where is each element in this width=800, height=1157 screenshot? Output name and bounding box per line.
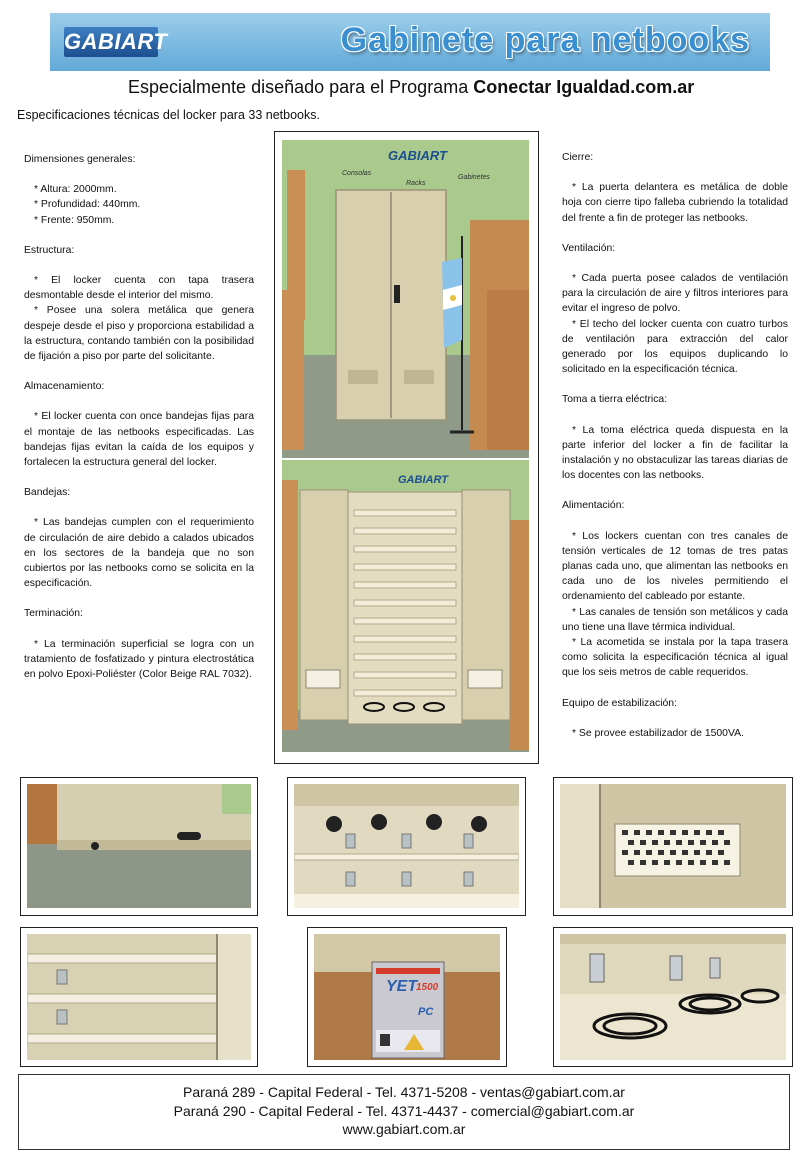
- section-heading-cierre: Cierre:: [562, 152, 594, 163]
- alimentacion-paragraph-3: * La acometida se instala por la tapa trasera como solicita la especificación técnica al igual que los seis metros de cable requeridos.: [562, 637, 788, 679]
- bandejas-paragraph: * Las bandejas cumplen con el requerimiento de circulación de aire debido a calados ubicados en los sectores de la bandeja que no son cubiertos por las netbooks como se solicita en la especificación.: [24, 517, 254, 590]
- estructura-paragraph-2: * Posee una solera metálica que genera despeje desde el piso y proporciona estabilidad a la estructura, contando también con la posibilidad de fijación a piso por parte del solicitante.: [24, 305, 254, 363]
- photo-cabinet-vent: [560, 784, 786, 908]
- dimensiones-list: [24, 182, 254, 228]
- list-item: * Profundidad: 440mm.: [34, 199, 141, 211]
- terminacion-paragraph: * La terminación superficial se logra con un tratamiento de fosfatizado y pintura electrostática en polvo Epoxi-Poliéster (Color Beige RAL 7032).: [24, 638, 254, 681]
- ventilacion-paragraph-1: * Cada puerta posee calados de ventilación para la circulación de aire y filtros interiores para evitar el ingreso de polvo.: [562, 273, 788, 315]
- cabinet-shelves-illustration: [27, 934, 251, 1060]
- cabinet-base-illustration: [27, 784, 251, 908]
- photo-logo-open: GABIART: [398, 474, 448, 486]
- section-heading-terminacion: Terminación:: [24, 608, 83, 620]
- contact-footer: [18, 1074, 790, 1150]
- list-item: * Frente: 950mm.: [34, 214, 115, 226]
- section-heading-dimensiones: Dimensiones generales:: [24, 154, 136, 165]
- section-heading-ventilacion: Ventilación:: [562, 242, 616, 254]
- section-heading-estabilizacion: Equipo de estabilización:: [562, 697, 677, 709]
- footer-website: www.gabiart.com.ar: [342, 1121, 466, 1137]
- footer-address-2: Paraná 290 - Capital Federal - Tel. 4371-4437 - comercial@gabiart.com.ar: [173, 1102, 635, 1119]
- cabinet-vent-illustration: [560, 784, 786, 908]
- almacenamiento-paragraph: * El locker cuenta con once bandejas fijas para el montaje de las netbooks especificadas. Las bandejas fijas evitan la caída de los equipos y fortalecen la estructura general del locker.: [24, 411, 254, 469]
- stabilizer-illustration: [314, 934, 500, 1060]
- cabinet-cables-illustration: [560, 934, 786, 1060]
- estructura-paragraph-1: * El locker cuenta con tapa trasera desmontable desde el interior del mismo.: [24, 275, 254, 302]
- section-heading-toma-tierra: Toma a tierra eléctrica:: [562, 394, 668, 406]
- gabiart-logo: GABIART: [64, 27, 158, 57]
- footer-address-1: Paraná 289 - Capital Federal - Tel. 4371-5208 - ventas@gabiart.com.ar: [183, 1084, 625, 1100]
- photo-cabinet-base: [27, 784, 251, 908]
- estabilizacion-paragraph: * Se provee estabilizador de 1500VA.: [572, 727, 744, 739]
- ventilacion-paragraph-2: * El techo del locker cuenta con cuatro turbos de ventilación para extracción del calor generado por los equipos duplicando lo solicitado en la especificación técnica.: [562, 318, 788, 376]
- photo-label-racks: Racks: [406, 180, 426, 187]
- section-heading-alimentacion: Alimentación:: [562, 500, 625, 512]
- photo-logo: GABIART: [388, 148, 447, 163]
- right-spec-column: [562, 150, 788, 756]
- toma-tierra-paragraph: * La toma eléctrica queda dispuesta en la parte inferior del locker a fin de facilitar la instalación y no obstaculizar las tareas diarias de los docentes con las netbooks.: [562, 424, 788, 482]
- list-item: * Altura: 2000mm.: [34, 184, 117, 196]
- photo-stabilizer: [314, 934, 500, 1060]
- closed-cabinet-illustration: [282, 140, 529, 458]
- alimentacion-paragraph-2: * Las canales de tensión son metálicos y cada uno tiene una llave térmica individual.: [562, 606, 788, 633]
- subtitle-program: Conectar Igualdad.com.ar: [473, 77, 695, 97]
- alimentacion-paragraph-1: * Los lockers cuentan con tres canales de tensión verticales de 12 tomas de tres patas planas cada uno, que alimentan las netbooks en cada uno de los niveles permitiendo el ordenamiento del cableado por estante.: [562, 530, 788, 603]
- subtitle: [128, 77, 694, 98]
- cabinet-fans-illustration: [294, 784, 519, 908]
- section-heading-almacenamiento: Almacenamiento:: [24, 381, 105, 393]
- photo-label-gabinetes: Gabinetes: [458, 174, 490, 181]
- stabilizer-pc-label: PC: [418, 1006, 434, 1018]
- page-title: Gabinete para netbooks: [340, 21, 750, 59]
- header-banner: [50, 13, 770, 71]
- open-cabinet-illustration: [282, 460, 529, 752]
- stabilizer-model: 1500: [416, 982, 439, 993]
- photo-closed-cabinet: [282, 140, 529, 458]
- photo-open-cabinet: [282, 460, 529, 752]
- subtitle-prefix: Especialmente diseñado para el Programa: [128, 77, 474, 97]
- photo-label-consolas: Consolas: [342, 170, 372, 177]
- spec-title: Especificaciones técnicas del locker para 33 netbooks.: [17, 108, 320, 122]
- cierre-paragraph: * La puerta delantera es metálica de doble hoja con cierre tipo falleba cubriendo la totalidad del frente a fin de proteger las netbooks.: [562, 182, 788, 224]
- photo-cabinet-cables: [560, 934, 786, 1060]
- photo-cabinet-fans: [294, 784, 519, 908]
- photo-cabinet-shelves: [27, 934, 251, 1060]
- left-spec-column: [24, 152, 254, 697]
- section-heading-estructura: Estructura:: [24, 244, 75, 256]
- section-heading-bandejas: Bandejas:: [24, 487, 71, 499]
- stabilizer-brand: YET: [386, 978, 418, 995]
